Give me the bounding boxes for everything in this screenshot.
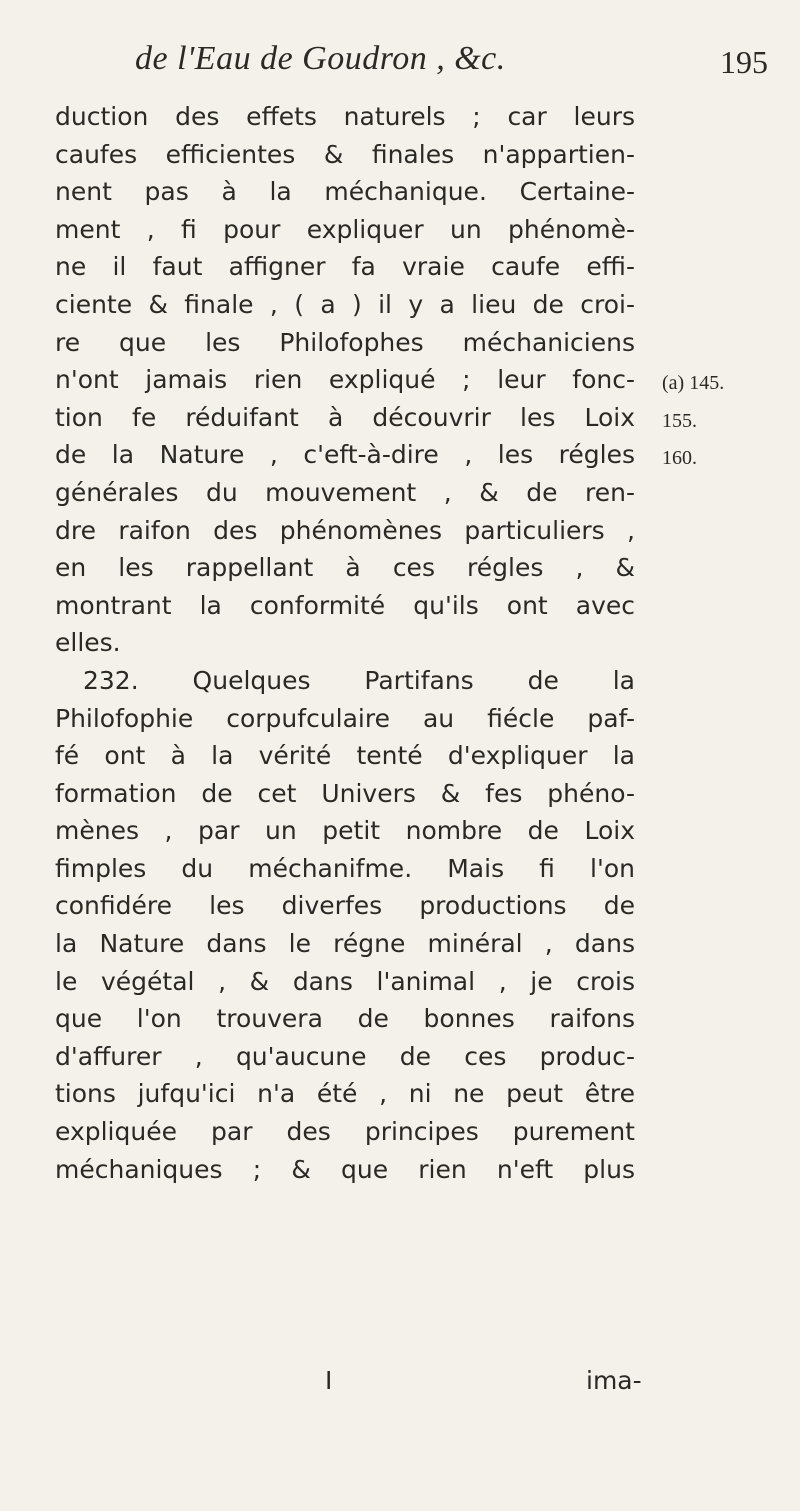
text-line: confidére les diverfes productions de (55, 891, 635, 921)
text-line: fé ont à la vérité tenté d'expliquer la (55, 741, 635, 771)
paragraph-end-line: elles. (55, 628, 121, 658)
text-line: dre raifon des phénomènes particuliers , (55, 515, 635, 545)
text-line: re que les Philofophes méchaniciens (55, 327, 635, 357)
text-line: fimples du méchanifme. Mais fi l'on (55, 853, 635, 883)
text-line: montrant la conformité qu'ils ont avec (55, 590, 635, 620)
margin-note: 155. (662, 409, 697, 432)
text-line: ne il faut affigner fa vraie caufe effi- (55, 252, 635, 282)
body-text (55, 98, 635, 1188)
text-line: n'ont jamais rien expliqué ; leur fonc- (55, 365, 635, 395)
text-line: tions jufqu'ici n'a été , ni ne peut être (55, 1079, 635, 1109)
text-line: ment , fi pour expliquer un phénomè- (55, 214, 635, 244)
text-line: de la Nature , c'eft-à-dire , les régles (55, 440, 635, 470)
catchword: ima- (586, 1366, 642, 1395)
running-title: de l'Eau de Goudron , &c. (135, 40, 506, 77)
text-line: générales du mouvement , & de ren- (55, 477, 635, 507)
text-line: méchaniques ; & que rien n'eft plus (55, 1154, 635, 1184)
text-line: le végétal , & dans l'animal , je crois (55, 966, 635, 996)
text-line: d'affurer , qu'aucune de ces produc- (55, 1041, 635, 1071)
text-line: mènes , par un petit nombre de Loix (55, 816, 635, 846)
text-line: duction des effets naturels ; car leurs (55, 102, 635, 131)
text-line: que l'on trouvera de bonnes raifons (55, 1004, 635, 1034)
paragraph-start-line: 232. Quelques Partifans de la (83, 665, 635, 695)
text-line: la Nature dans le régne minéral , dans (55, 929, 635, 959)
margin-note: 160. (662, 447, 697, 470)
page-number: 195 (720, 44, 768, 80)
text-line: en les rappellant à ces régles , & (55, 553, 635, 583)
margin-notes (662, 365, 724, 478)
text-line: Philofophie corpufculaire au fiécle paf- (55, 703, 635, 733)
text-line: tion fe réduifant à découvrir les Loix (55, 402, 635, 432)
text-line: formation de cet Univers & fes phéno- (55, 778, 635, 808)
margin-note: (a) 145. (662, 372, 725, 394)
text-line: caufes efficientes & finales n'appartien- (55, 139, 635, 169)
text-line: ciente & finale , ( a ) il y a lieu de croi- (55, 289, 635, 319)
text-line: nent pas à la méchanique. Certaine- (55, 177, 635, 207)
signature-mark: I (325, 1366, 333, 1395)
text-line: expliquée par des principes purement (55, 1117, 635, 1147)
